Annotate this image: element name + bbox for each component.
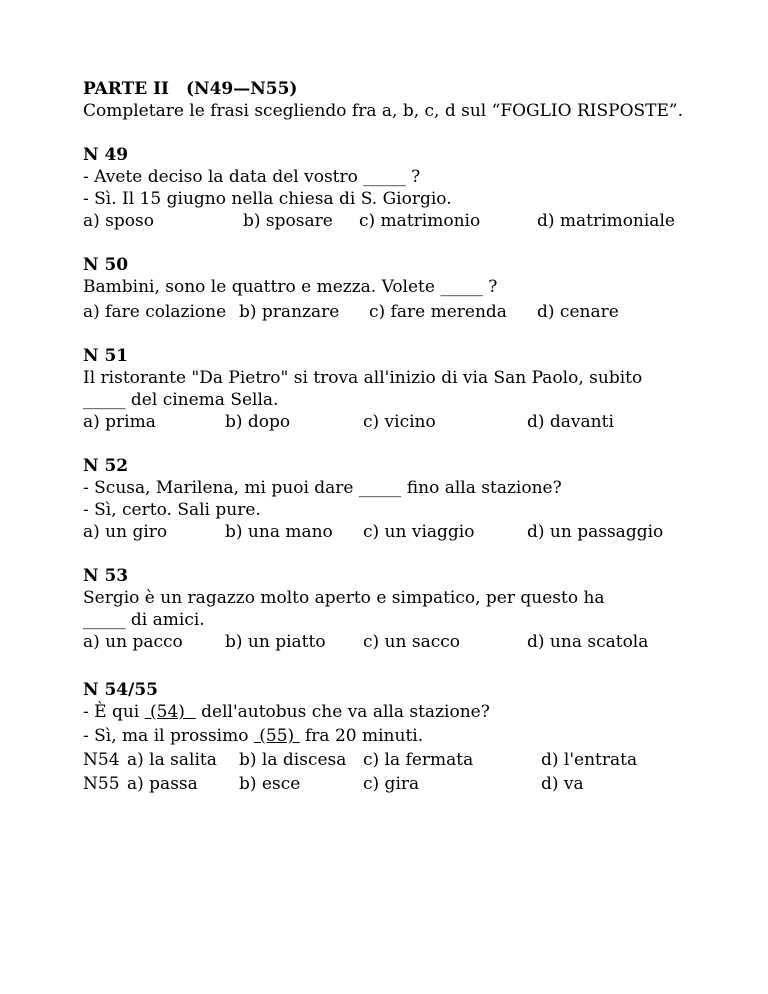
option-a: a) un giro	[83, 522, 168, 542]
option-c: c) gira	[363, 774, 420, 794]
option-b: b) la discesa	[239, 750, 347, 770]
options-row	[83, 210, 683, 232]
question-n50	[83, 254, 683, 323]
exam-page	[83, 78, 683, 795]
option-d: d) davanti	[527, 412, 614, 432]
blank-54: (54)	[144, 702, 196, 722]
option-b: b) dopo	[225, 412, 291, 432]
option-c: c) matrimonio	[359, 211, 481, 231]
option-b: b) un piatto	[225, 632, 326, 652]
question-line: _____ del cinema Sella.	[83, 390, 279, 410]
question-n51	[83, 345, 683, 433]
question-number: N 50	[83, 255, 129, 275]
option-b: b) una mano	[225, 522, 333, 542]
option-a: a) fare colazione	[83, 302, 227, 322]
options-row-n55	[83, 773, 683, 795]
option-b: b) pranzare	[239, 302, 340, 322]
option-d: d) matrimoniale	[537, 211, 675, 231]
options-row	[83, 301, 683, 323]
question-number: N 52	[83, 456, 129, 476]
question-line: - Sì. Il 15 giugno nella chiesa di S. Giorgio.	[83, 189, 452, 209]
question-number: N 51	[83, 346, 129, 366]
option-a: a) un pacco	[83, 632, 183, 652]
question-n52	[83, 455, 683, 543]
question-n54-55	[83, 679, 683, 795]
sub-question-label: N54	[83, 750, 120, 770]
question-n53	[83, 565, 683, 653]
option-d: d) va	[541, 774, 584, 794]
question-number: N 54/55	[83, 680, 158, 700]
question-line: - Avete deciso la data del vostro _____ ?	[83, 167, 421, 187]
question-line: - Sì, certo. Sali pure.	[83, 500, 261, 520]
line-text: fra 20 minuti.	[299, 726, 424, 746]
options-row	[83, 411, 683, 433]
option-d: d) un passaggio	[527, 522, 664, 542]
question-line	[83, 725, 683, 747]
option-c: c) fare merenda	[369, 302, 507, 322]
options-row	[83, 631, 683, 653]
line-text: - Sì, ma il prossimo	[83, 726, 254, 746]
question-line: _____ di amici.	[83, 610, 205, 630]
sub-question-label: N55	[83, 774, 120, 794]
option-a: a) sposo	[83, 211, 154, 231]
option-d: d) cenare	[537, 302, 619, 322]
option-c: c) un sacco	[363, 632, 460, 652]
question-line: Il ristorante "Da Pietro" si trova all'inizio di via San Paolo, subito	[83, 368, 643, 388]
instructions: Completare le frasi scegliendo fra a, b, c, d sul “FOGLIO RISPOSTE”.	[83, 101, 684, 121]
option-a: a) passa	[127, 774, 198, 794]
question-line: Sergio è un ragazzo molto aperto e simpatico, per questo ha	[83, 588, 605, 608]
question-number: N 53	[83, 566, 129, 586]
question-n49	[83, 144, 683, 232]
option-b: b) esce	[239, 774, 301, 794]
question-line: - Scusa, Marilena, mi puoi dare _____ fino alla stazione?	[83, 478, 562, 498]
question-number: N 49	[83, 145, 129, 165]
line-text: - È qui	[83, 702, 145, 722]
option-c: c) un viaggio	[363, 522, 475, 542]
option-c: c) la fermata	[363, 750, 474, 770]
line-text: dell'autobus che va alla stazione?	[195, 702, 490, 722]
option-a: a) la salita	[127, 750, 217, 770]
option-a: a) prima	[83, 412, 156, 432]
question-line: Bambini, sono le quattro e mezza. Volete _____ ?	[83, 277, 498, 297]
section-title: PARTE II (N49—N55)	[83, 79, 298, 99]
option-b: b) sposare	[243, 211, 333, 231]
option-d: d) l'entrata	[541, 750, 638, 770]
question-line	[83, 701, 683, 723]
option-d: d) una scatola	[527, 632, 649, 652]
options-row-n54	[83, 749, 683, 771]
options-row	[83, 521, 683, 543]
option-c: c) vicino	[363, 412, 436, 432]
blank-55: (55)	[253, 726, 300, 746]
